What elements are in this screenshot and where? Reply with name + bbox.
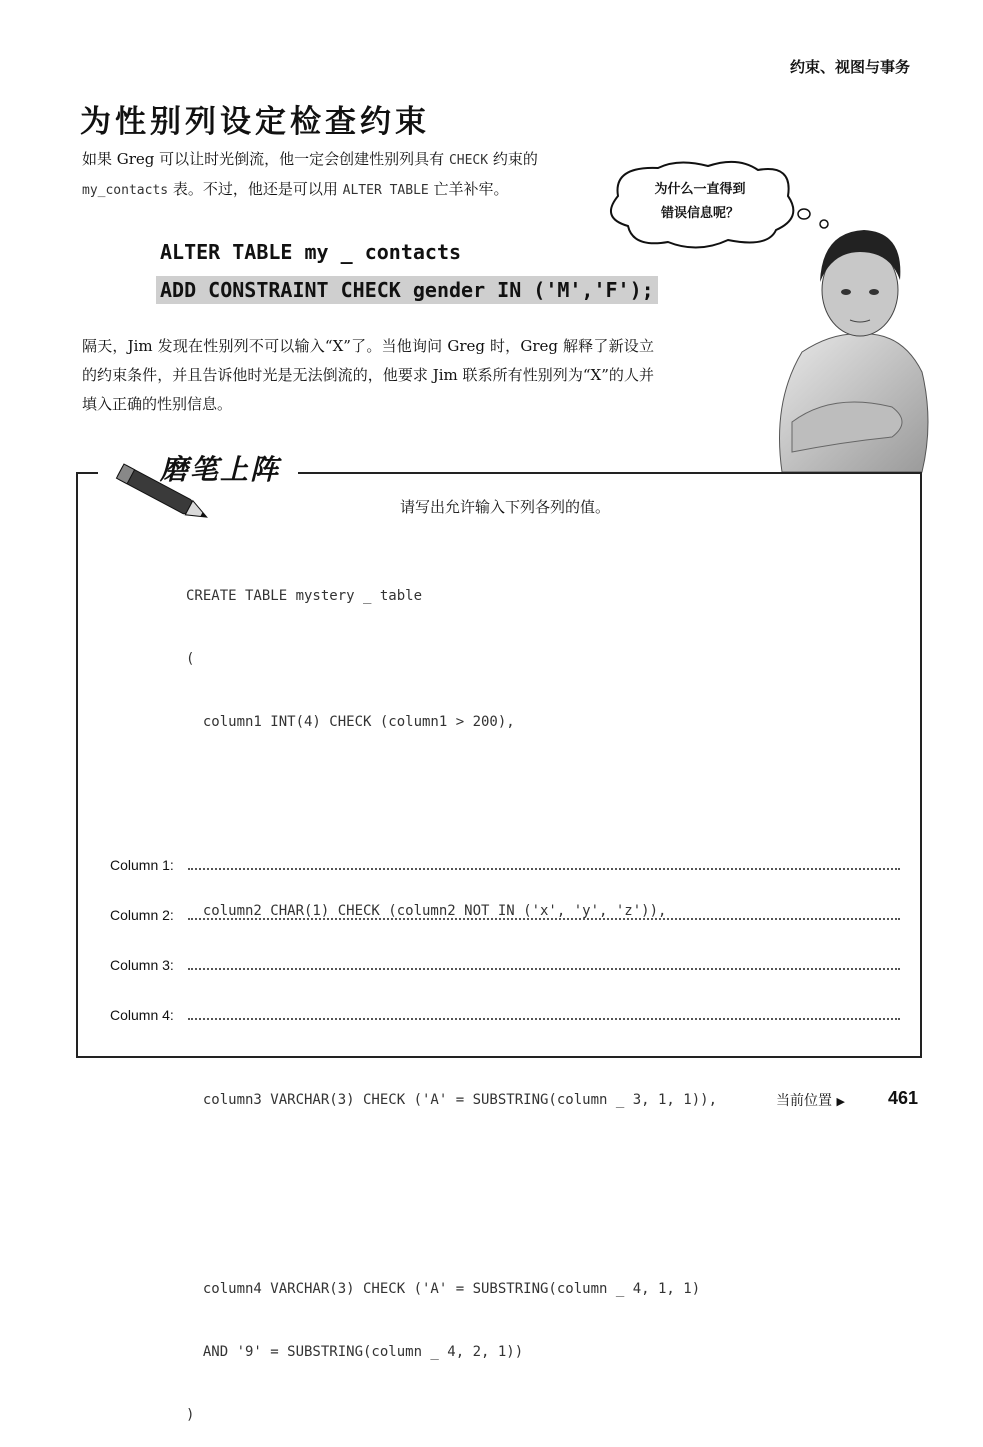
code-line: column1 INT(4) CHECK (column1 > 200),: [186, 714, 515, 730]
code-line: [186, 1216, 717, 1237]
answer-row-column3[interactable]: [110, 956, 900, 1006]
answer-label: Column 4:: [110, 1007, 174, 1023]
person-photo: [772, 222, 932, 474]
exercise-heading: 磨笔上阵: [160, 453, 281, 486]
story-paragraph: 隔天，Jim 发现在性别列不可以输入“X”了。当他询问 Greg 时，Greg 解释了新设立的约束条件，并且告诉他时光是无法倒流的，他要求 Jim 联系所有性别列为“X”的人并填入正确的性别信息。: [82, 337, 654, 413]
current-position-link[interactable]: 当前位置 ▶: [776, 1093, 845, 1109]
code-line: ): [186, 1407, 195, 1423]
code-line: CREATE TABLE mystery _ table: [186, 588, 423, 604]
answer-lines: [110, 856, 900, 1056]
page-number: 461: [888, 1088, 919, 1108]
box-top-border: [76, 472, 98, 474]
alter-table-line: ALTER TABLE my _ contacts: [160, 240, 462, 264]
bubble-text: 为什么一直得到 错误信息呢？: [654, 182, 746, 221]
exercise-instruction: 请写出允许输入下列各列的值。: [400, 498, 611, 516]
section-title: 为性别列设定检查约束: [80, 104, 430, 140]
code-line: (: [186, 651, 195, 667]
answer-row-column2[interactable]: [110, 906, 900, 956]
answer-row-column1[interactable]: [110, 856, 900, 906]
chapter-header: 约束、视图与事务: [790, 58, 911, 76]
answer-blank[interactable]: [188, 856, 900, 870]
answer-label: Column 2:: [110, 907, 174, 923]
answer-blank[interactable]: [188, 906, 900, 920]
triangle-right-icon: ▶: [836, 1095, 845, 1108]
code-line: column2 CHAR(1) CHECK (column2 NOT IN ('x', 'y', 'z')),: [186, 903, 667, 919]
intro-paragraph: 如果 Greg 可以让时光倒流，他一定会创建性别列具有 CHECK 约束的 my_contacts 表。不过，他还是可以用 ALTER TABLE 亡羊补牢。: [82, 150, 538, 198]
code-line: [186, 1153, 717, 1174]
answer-blank[interactable]: [188, 1006, 900, 1020]
code-line: column3 VARCHAR(3) CHECK ('A' = SUBSTRING(column _ 3, 1, 1)),: [186, 1092, 718, 1108]
code-line: [186, 775, 717, 796]
answer-label: Column 3:: [110, 957, 174, 973]
add-constraint-line: ADD CONSTRAINT CHECK gender IN ('M','F');: [156, 276, 658, 304]
box-top-border: [298, 472, 922, 474]
code-line: column4 VARCHAR(3) CHECK ('A' = SUBSTRING(column _ 4, 1, 1): [186, 1281, 701, 1297]
code-line: AND '9' = SUBSTRING(column _ 4, 2, 1)): [186, 1344, 524, 1360]
answer-label: Column 1:: [110, 857, 174, 873]
answer-row-column4[interactable]: [110, 1006, 900, 1056]
answer-blank[interactable]: [188, 956, 900, 970]
